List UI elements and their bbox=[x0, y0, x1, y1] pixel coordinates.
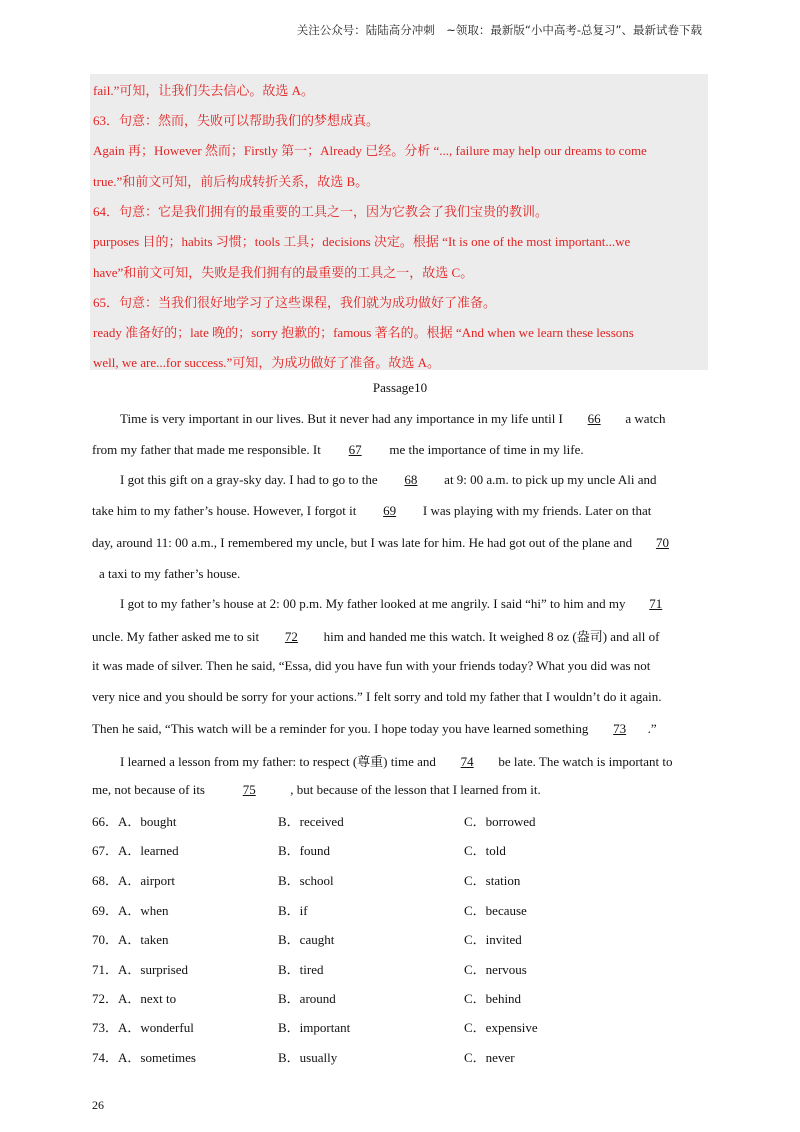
passage-text: I got this gift on a gray-sky day. I had to go to the bbox=[120, 472, 381, 487]
passage-title: Passage10 bbox=[372, 380, 428, 395]
option-b: B．tired bbox=[278, 962, 324, 977]
option-a: 68．A．airport bbox=[92, 873, 176, 888]
option-a: 73．A．wonderful bbox=[92, 1020, 194, 1035]
option-c: C．because bbox=[464, 903, 527, 918]
passage-text: me, not because of its bbox=[92, 782, 209, 797]
option-a: 66．A．bought bbox=[92, 814, 177, 829]
passage-text: from my father that made me responsible. It bbox=[92, 442, 325, 457]
passage-text: .” bbox=[647, 721, 657, 736]
answer-line: 64．句意：它是我们拥有的最重要的工具之一，因为它教会了我们宝贵的教训。 bbox=[93, 204, 549, 219]
answer-line: well, we are...for success.”可知，为成功做好了准备。故选 A。 bbox=[93, 355, 440, 370]
option-a: 72．A．next to bbox=[92, 991, 177, 1006]
option-b: B．around bbox=[278, 991, 336, 1006]
option-a: 71．A．surprised bbox=[92, 962, 189, 977]
option-c: C．behind bbox=[464, 991, 522, 1006]
answer-line: 63．句意：然而，失败可以帮助我们的梦想成真。 bbox=[93, 113, 380, 128]
passage-line bbox=[92, 721, 657, 737]
answer-blank: 73 bbox=[613, 721, 627, 736]
passage-text: Time is very important in our lives. But it never had any importance in my life until I bbox=[120, 411, 567, 426]
answer-blank: 69 bbox=[383, 503, 397, 518]
passage-line bbox=[120, 411, 665, 427]
passage-line bbox=[120, 472, 656, 488]
page-number: 26 bbox=[92, 1098, 104, 1112]
passage-text: at 9: 00 a.m. to pick up my uncle Ali and bbox=[440, 472, 657, 487]
passage-text: take him to my father’s house. However, I forgot it bbox=[92, 503, 360, 518]
option-a: 70．A．taken bbox=[92, 932, 169, 947]
answer-blank: 70 bbox=[655, 535, 669, 550]
option-b: B．school bbox=[278, 873, 334, 888]
passage-text: Then he said, “This watch will be a reminder for you. I hope today you have learned something bbox=[92, 721, 592, 736]
passage-line bbox=[92, 782, 541, 798]
answer-line: have”和前文可知，失败是我们拥有的最重要的工具之一，故选 C。 bbox=[93, 265, 474, 280]
answer-blank: 71 bbox=[649, 596, 663, 611]
option-b: B．received bbox=[278, 814, 344, 829]
answer-blank: 68 bbox=[404, 472, 418, 487]
answer-blank: 67 bbox=[348, 442, 362, 457]
option-b: B．usually bbox=[278, 1050, 338, 1065]
passage-text: a watch bbox=[622, 411, 666, 426]
answer-line: true.”和前文可知，前后构成转折关系，故选 B。 bbox=[93, 174, 369, 189]
option-a: 69．A．when bbox=[92, 903, 169, 918]
passage-text: uncle. My father asked me to sit bbox=[92, 629, 263, 644]
passage-text: I was playing with my friends. Later on that bbox=[419, 503, 652, 518]
answer-blank: 74 bbox=[460, 754, 474, 769]
option-c: C．station bbox=[464, 873, 521, 888]
option-b: B．important bbox=[278, 1020, 351, 1035]
option-c: C．nervous bbox=[464, 962, 527, 977]
page-header: 关注公众号：陆陆高分冲刺 ~领取：最新版“小中高考-总复习”、最新试卷下载 bbox=[296, 23, 702, 37]
passage-line bbox=[92, 535, 689, 551]
passage-line bbox=[92, 503, 651, 519]
passage-text: be late. The watch is important to bbox=[495, 754, 673, 769]
passage-line bbox=[120, 596, 683, 612]
option-b: B．caught bbox=[278, 932, 335, 947]
passage-text: me the importance of time in my life. bbox=[386, 442, 584, 457]
option-a: 67．A．learned bbox=[92, 843, 179, 858]
answer-blank: 75 bbox=[242, 782, 256, 797]
answer-line: Again 再；However 然而；Firstly 第一；Already 已经。分析 “..., failure may help our dreams to come bbox=[93, 143, 647, 158]
option-c: C．invited bbox=[464, 932, 522, 947]
passage-text: day, around 11: 00 a.m., I remembered my uncle, but I was late for him. He had got out of the plane and bbox=[92, 535, 636, 550]
passage-text: I got to my father’s house at 2: 00 p.m. My father looked at me angrily. I said “hi” to him and my bbox=[120, 596, 629, 611]
passage-text: him and handed me this watch. It weighed 8 oz (盎司) and all of bbox=[320, 629, 660, 644]
passage-line: a taxi to my father’s house. bbox=[99, 566, 241, 581]
passage-line: it was made of silver. Then he said, “Essa, did you have fun with your friends today? What you did was not bbox=[92, 658, 651, 673]
answer-blank: 66 bbox=[587, 411, 601, 426]
answer-line: purposes 目的；habits 习惯；tools 工具；decisions 决定。根据 “It is one of the most important...we bbox=[93, 234, 631, 249]
option-c: C．expensive bbox=[464, 1020, 538, 1035]
answer-line: ready 准备好的；late 晚的；sorry 抱歉的；famous 著名的。根据 “And when we learn these lessons bbox=[93, 325, 634, 340]
passage-line bbox=[92, 626, 659, 645]
option-c: C．never bbox=[464, 1050, 515, 1065]
answer-line: fail.”可知，让我们失去信心。故选 A。 bbox=[93, 83, 314, 98]
option-c: C．borrowed bbox=[464, 814, 536, 829]
answer-line: 65．句意：当我们很好地学习了这些课程，我们就为成功做好了准备。 bbox=[93, 295, 497, 310]
option-c: C．told bbox=[464, 843, 506, 858]
passage-text: , but because of the lesson that I learned from it. bbox=[290, 782, 541, 797]
passage-text: I learned a lesson from my father: to respect (尊重) time and bbox=[120, 754, 440, 769]
option-b: B．found bbox=[278, 843, 331, 858]
passage-line: very nice and you should be sorry for your actions.” I felt sorry and told my father that I wouldn’t do it again. bbox=[92, 689, 662, 704]
option-a: 74．A．sometimes bbox=[92, 1050, 196, 1065]
option-b: B．if bbox=[278, 903, 308, 918]
answer-blank: 72 bbox=[284, 629, 298, 644]
passage-line bbox=[92, 442, 584, 458]
passage-line bbox=[120, 751, 673, 770]
